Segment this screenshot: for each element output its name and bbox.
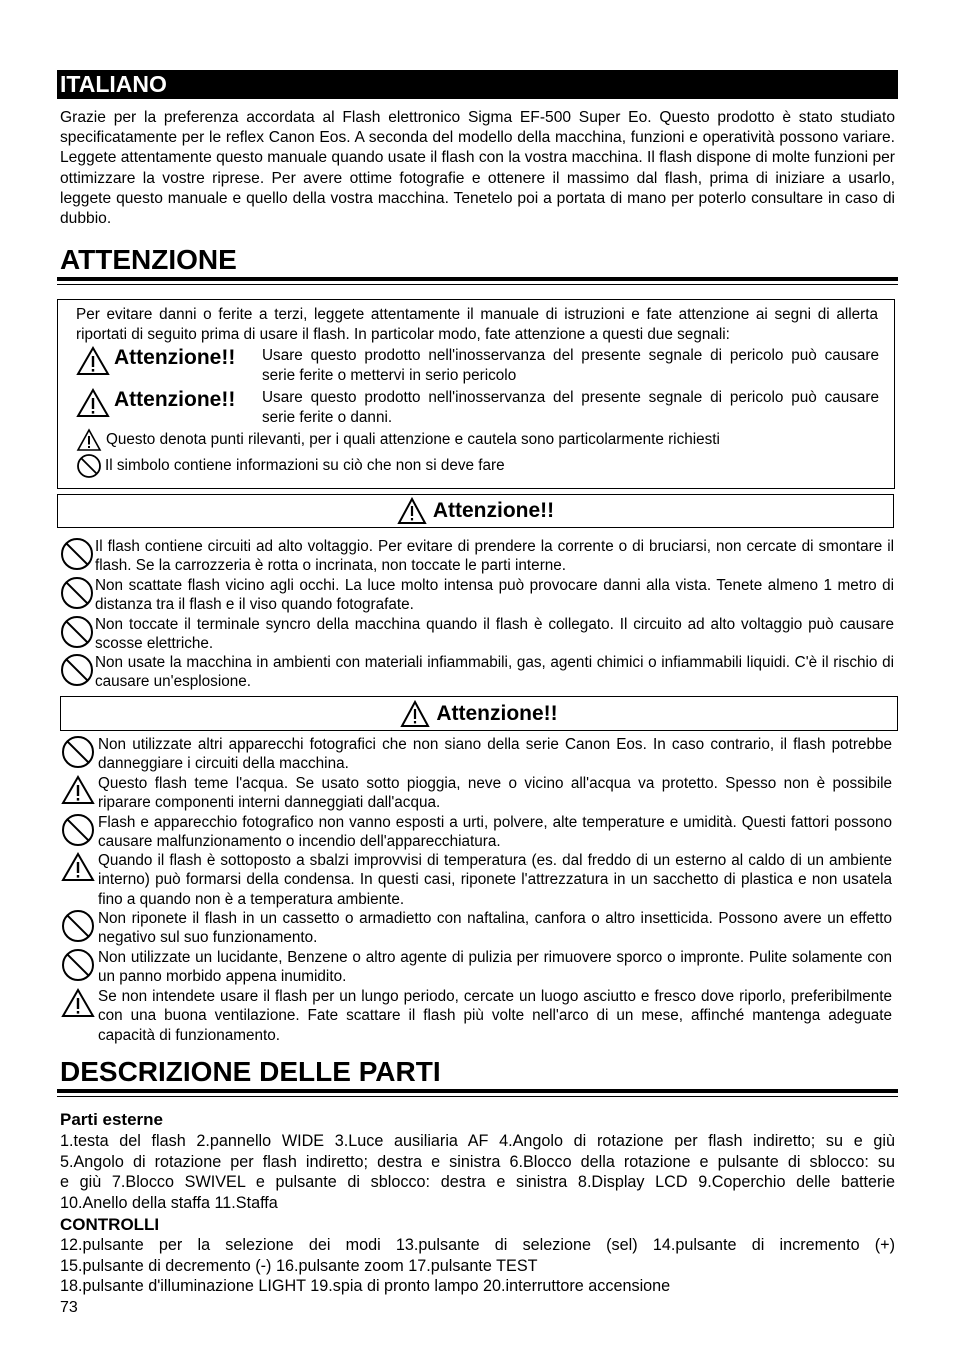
prohibited-icon: [60, 537, 94, 571]
warning-triangle-icon: [61, 987, 95, 1019]
controls-list: 12.pulsante per la selezione dei modi 13.pulsante di selezione (sel) 14.pulsante di incremento (+) 15.pulsante di decremento (-) 16.pulsante zoom 17.pulsante TEST 18.pulsante d'illuminazione LIGHT 19.spia di pronto lampo 20.interruttore accensione: [60, 1236, 895, 1296]
list-item: Se non intendete usare il flash per un lungo periodo, cercate un luogo asciutto e fresco dove riporlo, preferibilmente con una buona ventilazione. Fate scattare il flash più volte nell'arco di un mese, affinché mantenga adeguate capacità di funzionamento.: [58, 987, 892, 1045]
signal-danger: [76, 346, 879, 386]
warning-triangle-icon: [61, 851, 95, 883]
external-parts-list: 1.testa del flash 2.pannello WIDE 3.Luce ausiliaria AF 4.Angolo di rotazione per flash indiretto; su e giù 5.Angolo di rotazione per flash indiretto; destra e sinistra 6.Blocco della rotazione e pulsante di sblocco: su e giù 7.Blocco SWIVEL e pulsante di sblocco: destra e sinistra 8.Display LCD 9.Coperchio delle batterie 10.Anello della staffa 11.Staffa: [60, 1132, 895, 1212]
intro-paragraph: Grazie per la preferenza accordata al Flash elettronico Sigma EF-500 Super Eo. Questo prodotto è stato studiato specificatamente per le reflex Canon Eos. A seconda del modello della macchina, funzioni e operatività possono variare. Leggete attentamente questo manuale quando usate il flash con la vostra macchina. Il flash dispone di molte funzioni per ottimizzare la vostre riprese. Per avere ottime fotografie e ottenere il massimo dal flash, prima di iniziare a usarlo, leggete questo manuale e quello della vostra macchina. Tenetelo poi a portata di mano per poterlo consultare in caso di dubbio.: [60, 109, 895, 228]
warning-triangle-icon: [76, 388, 110, 418]
language-header: ITALIANO: [57, 70, 898, 99]
prohibited-icon: [61, 813, 95, 847]
signal-danger-text: Usare questo prodotto nell'inosservanza del presente segnale di pericolo può causare serie ferite o mettervi in serio pericolo: [262, 347, 879, 384]
list-item: Non utilizzate un lucidante, Benzene o altro agente di pulizia per rimuovere sporco o impronte. Pulite solamente con un panno morbido appena inumidito.: [58, 948, 892, 987]
attention-title-rule: [57, 277, 898, 285]
list-item: Non usate la macchina in ambienti con materiali infiammabili, gas, agenti chimici o infiammabili liquidi. C'è il rischio di causare un'esplosione.: [59, 653, 894, 692]
group2-header: Attenzione!!: [60, 696, 898, 731]
list-item: Non riponete il flash in un cassetto o armadietto con naftalina, canfora o altro insetticida. Possono avere un effetto negativo sul suo funzionamento.: [58, 909, 892, 948]
prohibited-icon: [60, 615, 94, 649]
warning-triangle-icon: [76, 428, 102, 452]
prohibited-icon: [76, 453, 102, 479]
list-item: Non toccate il terminale syncro della macchina quando il flash è collegato. Il circuito ad alto voltaggio può causare scosse elettriche.: [59, 615, 894, 654]
controls-title: CONTROLLI: [60, 1215, 160, 1234]
warning-triangle-icon: [61, 774, 95, 806]
prohibited-icon: [60, 576, 94, 610]
attention-title: ATTENZIONE: [60, 244, 237, 275]
page-number: 73: [60, 1299, 78, 1316]
group1-header: Attenzione!!: [57, 494, 894, 528]
list-item: Non utilizzate altri apparecchi fotografici che non siano della serie Canon Eos. In caso contrario, il flash potrebbe danneggiare i circuiti della macchina.: [58, 735, 892, 774]
legend-warning: Questo denota punti rilevanti, per i quali attenzione e cautela sono particolarmente richiesti: [76, 428, 886, 452]
list-item: Non scattate flash vicino agli occhi. La luce molto intensa può provocare danni alla vista. Tenete almeno 1 metro di distanza tra il flash e il viso quando fotografate.: [59, 576, 894, 615]
signal-caution-text: Usare questo prodotto nell'inosservanza del presente segnale di pericolo può causare serie ferite o danni.: [262, 389, 879, 426]
signal-caution: [76, 388, 879, 428]
prohibited-icon: [61, 735, 95, 769]
signal-danger-label: Attenzione!!: [114, 346, 236, 369]
signals-intro: Per evitare danni o ferite a terzi, leggete attentamente il manuale di istruzioni e fate attenzione ai segni di allerta riportati di seguito prima di usare il flash. In particolar modo, fate attenzione a questi due segnali:: [76, 306, 878, 343]
list-item: Flash e apparecchio fotografico non vanno esposti a urti, polvere, alte temperature e umidità. Questi fattori possono causare malfunzionamento o incendio dell'apparecchiatura.: [58, 813, 892, 852]
prohibited-icon: [61, 909, 95, 943]
prohibited-icon: [61, 948, 95, 982]
list-item: Quando il flash è sottoposto a sbalzi improvvisi di temperatura (es. dal freddo di un esterno al caldo di un ambiente interno) può formarsi della condensa. In questi casi, riponete l'attrezzatura in un sacchetto di plastica e non usatela fino a quando non è a temperatura ambiente.: [58, 851, 892, 909]
warning-triangle-icon: [76, 346, 110, 376]
list-item: Il flash contiene circuiti ad alto voltaggio. Per evitare di prendere la corrente o di bruciarsi, non cercate di smontare il flash. Se la carrozzeria è rotta o incrinata, non toccate le parti interne.: [59, 537, 894, 576]
list-item: Questo flash teme l'acqua. Se usato sotto pioggia, neve o vicino all'acqua va protetto. Spesso non è possibile riparare componenti interni danneggiati dall'acqua.: [58, 774, 892, 813]
legend-prohibited: Il simbolo contiene informazioni su ciò che non si deve fare: [76, 453, 886, 479]
parts-title-rule: [57, 1089, 898, 1097]
warning-triangle-icon: [400, 700, 430, 728]
warning-triangle-icon: [397, 497, 427, 525]
prohibited-icon: [60, 653, 94, 687]
external-parts-title: Parti esterne: [60, 1110, 163, 1129]
parts-title: DESCRIZIONE DELLE PARTI: [60, 1056, 441, 1087]
signal-caution-label: Attenzione!!: [114, 388, 236, 411]
